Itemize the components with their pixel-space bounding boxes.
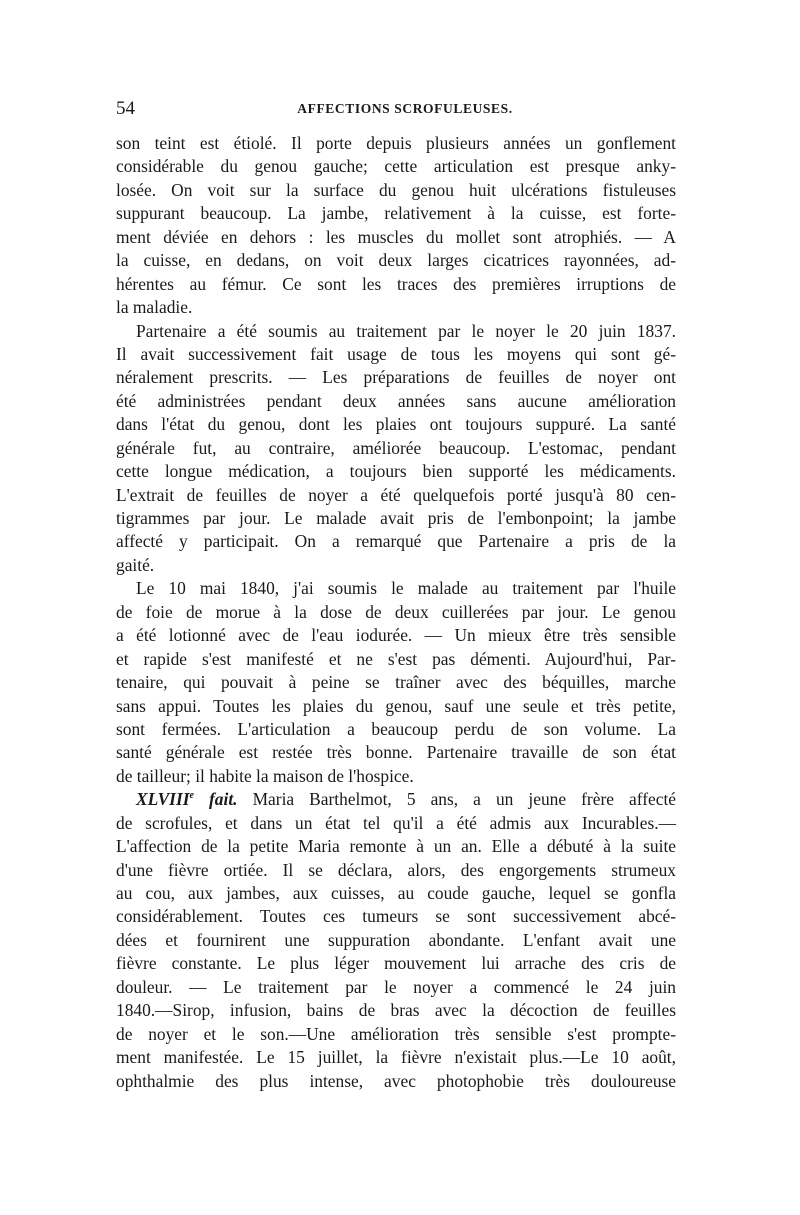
document-page (116, 96, 676, 1093)
text-line: de tailleur; il habite la maison de l'hospice. (116, 765, 414, 786)
page-number: 54 (116, 98, 135, 119)
text-line: ophthalmie des plus intense, avec photophobie très douloureuse (116, 1070, 676, 1091)
text-line: L'affection de la petite Maria remonte à un an. Elle a débuté à la suite (116, 836, 676, 857)
text-line: de scrofules, et dans un état tel qu'il a été admis aux Incurables.— (116, 812, 676, 833)
text-line: générale fut, au contraire, améliorée beaucoup. L'estomac, pendant (116, 437, 676, 458)
text-line: fièvre constante. Le plus léger mouvement lui arrache des cris de (116, 953, 676, 974)
text-line: dans l'état du genou, dont les plaies ont toujours suppuré. La santé (116, 414, 676, 435)
text-line: gaité. (116, 554, 155, 575)
text-line: considérable du genou gauche; cette articulation est presque anky- (116, 156, 676, 177)
text-line: son teint est étiolé. Il porte depuis plusieurs années un gonflement (116, 133, 676, 153)
text-line: ment déviée en dehors : les muscles du mollet sont atrophiés. — A (116, 226, 676, 247)
text-line: ment manifestée. Le 15 juillet, la fièvre n'existait plus.—Le 10 août, (116, 1047, 676, 1068)
text-line (116, 788, 676, 811)
text-line: sont fermées. L'articulation a beaucoup perdu de son volume. La (116, 718, 676, 739)
text-line: cette longue médication, a toujours bien supporté les médicaments. (116, 461, 676, 482)
text-line: au cou, aux jambes, aux cuisses, au coude gauche, lequel se gonfla (116, 883, 676, 903)
text-line: et rapide s'est manifesté et ne s'est pas démenti. Aujourd'hui, Par- (116, 648, 676, 669)
fact-word: fait. (209, 789, 238, 810)
text-line: de noyer et le son.—Une amélioration très sensible s'est prompte- (116, 1023, 676, 1044)
text-line: considérablement. Toutes ces tumeurs se sont successivement abcé- (116, 906, 676, 927)
text-line: sans appui. Toutes les plaies du genou, sauf une seule et très petite, (116, 695, 676, 716)
text-line: la maladie. (116, 297, 193, 318)
text-line: hérentes au fémur. Ce sont les traces des premières irruptions de (116, 273, 676, 294)
text-line: été administrées pendant deux années sans aucune amélioration (116, 390, 676, 411)
fact-roman: XLVIII (136, 789, 190, 810)
body-text (116, 132, 676, 1093)
text-line: dées et fournirent une suppuration abondante. L'enfant avait une (116, 929, 676, 950)
text-line: L'extrait de feuilles de noyer a été quelquefois porté jusqu'à 80 cen- (116, 484, 676, 505)
running-title: AFFECTIONS SCROFULEUSES. (297, 101, 513, 116)
text-line: suppurant beaucoup. La jambe, relativement à la cuisse, est forte- (116, 203, 676, 224)
text-line: Le 10 mai 1840, j'ai soumis le malade au traitement par l'huile (136, 578, 676, 599)
fact-line-text: Maria Barthelmot, 5 ans, a un jeune frère affecté (252, 789, 676, 810)
text-line: tigrammes par jour. Le malade avait pris de l'embonpoint; la jambe (116, 508, 676, 528)
text-line: affecté y participait. On a remarqué que Partenaire a pris de la (116, 531, 676, 552)
text-line: santé générale est restée très bonne. Partenaire travaille de son état (116, 742, 676, 763)
text-line: Partenaire a été soumis au traitement par le noyer le 20 juin 1837. (136, 320, 676, 341)
text-line: la cuisse, en dedans, on voit deux larges cicatrices rayonnées, ad- (116, 250, 676, 271)
text-line: tenaire, qui pouvait à peine se traîner avec des béquilles, marche (116, 672, 676, 693)
running-header (116, 96, 676, 122)
text-line: Il avait successivement fait usage de tous les moyens qui sont gé- (116, 343, 676, 364)
fact-heading (136, 789, 238, 809)
text-line: a été lotionné avec de l'eau iodurée. — Un mieux être très sensible (116, 625, 676, 646)
fact-superscript: e (189, 790, 194, 802)
text-line: 1840.—Sirop, infusion, bains de bras avec la décoction de feuilles (116, 1000, 676, 1021)
text-line: de foie de morue à la dose de deux cuillerées par jour. Le genou (116, 601, 676, 622)
text-line: losée. On voit sur la surface du genou huit ulcérations fistuleuses (116, 179, 676, 200)
text-line: néralement prescrits. — Les préparations de feuilles de noyer ont (116, 367, 676, 388)
text-line: douleur. — Le traitement par le noyer a commencé le 24 juin (116, 976, 676, 997)
text-line: d'une fièvre ortiée. Il se déclara, alors, des engorgements strumeux (116, 859, 676, 880)
